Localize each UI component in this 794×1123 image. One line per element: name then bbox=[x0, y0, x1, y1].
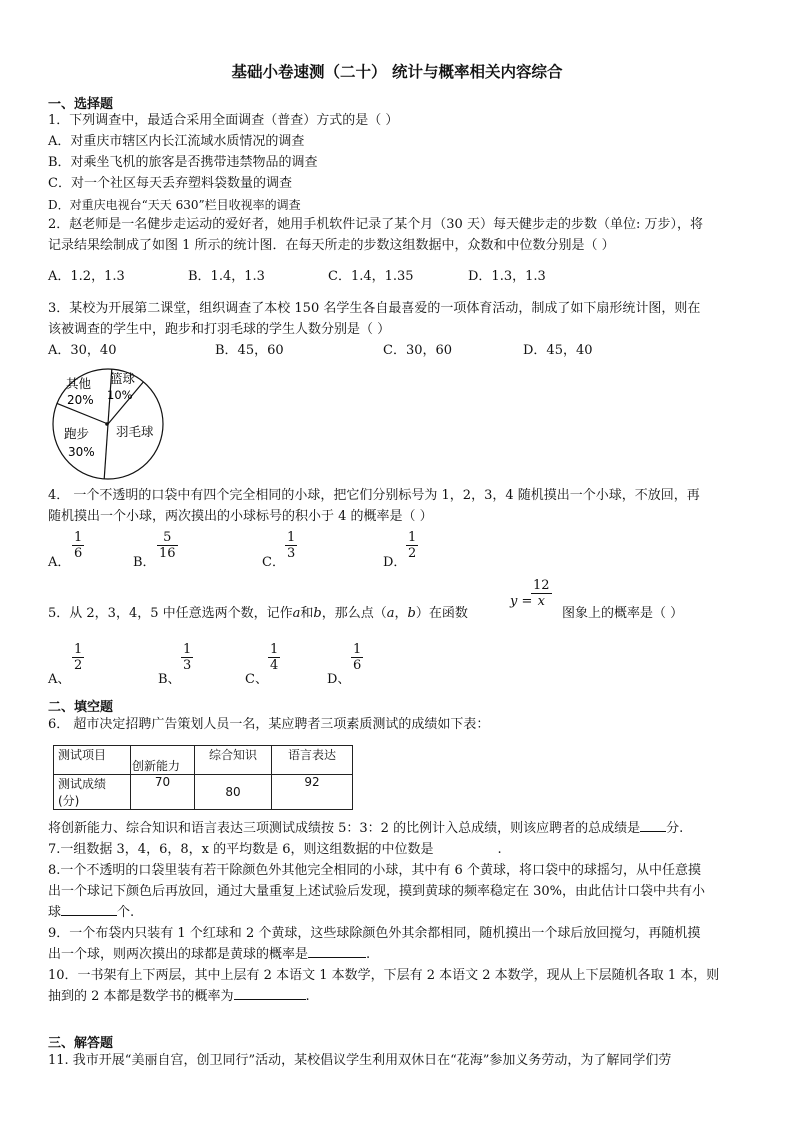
q8-line1: 8.一个不透明的口袋里装有若干除颜色外其他完全相同的小球，其中有 6 个黄球，将口袋中的球摇匀，从中任意摸 bbox=[48, 863, 701, 878]
q6-question bbox=[48, 820, 683, 838]
q5-option-a-letter: A、 bbox=[48, 672, 71, 687]
q2-option-b: B．1.4，1.3 bbox=[188, 269, 265, 284]
q3-line2: 该被调查的学生中，跑步和打羽毛球的学生人数分别是（ ） bbox=[48, 322, 391, 337]
denominator: 3 bbox=[183, 658, 192, 673]
q7-end: . bbox=[497, 842, 502, 857]
q3-line1: 3．某校为开展第二课堂，组织调查了本校 150 名学生各自最喜爱的一项体育活动，制成了如下扇形统计图，则在 bbox=[48, 301, 701, 316]
q5-stem bbox=[48, 605, 468, 623]
q1-option-b: B．对乘坐飞机的旅客是否携带违禁物品的调查 bbox=[48, 155, 318, 170]
q6-unit: 分. bbox=[666, 821, 684, 836]
q4-option-d-letter: D． bbox=[383, 555, 407, 570]
q5-option-b-fraction bbox=[181, 642, 193, 673]
denominator: 4 bbox=[270, 658, 279, 673]
q5-option-b-letter: B、 bbox=[158, 672, 181, 687]
pie-percent-basketball: 10% bbox=[107, 388, 133, 402]
q5-and: 和 bbox=[300, 606, 314, 621]
q5-part1: 5．从 2，3，4，5 中任意选两个数，记作 bbox=[48, 606, 293, 621]
pie-label-badminton: 羽毛球 bbox=[116, 424, 154, 439]
q4-option-a-letter: A． bbox=[48, 555, 71, 570]
q10-line2 bbox=[48, 988, 310, 1006]
q8-line3b: 个. bbox=[117, 905, 135, 920]
q3-option-b: B．45，60 bbox=[215, 343, 284, 358]
score-table bbox=[53, 745, 353, 810]
pie-chart bbox=[46, 366, 170, 482]
q5-option-d-fraction bbox=[351, 642, 363, 673]
answer-blank bbox=[640, 831, 666, 832]
table-cell: 92 bbox=[272, 775, 353, 810]
q4-option-b-fraction bbox=[157, 530, 178, 561]
q1-option-a: A．对重庆市辖区内长江流域水质情况的调查 bbox=[48, 134, 305, 149]
table-cell-label: 测试成绩(分) bbox=[54, 775, 131, 810]
numerator: 1 bbox=[183, 642, 192, 657]
q5-func-fraction bbox=[531, 578, 552, 609]
q3-option-c: C．30，60 bbox=[383, 343, 453, 358]
q1-option-c: C．对一个社区每天丢弃塑料袋数量的调查 bbox=[48, 176, 292, 191]
q9-line1: 9．一个布袋内只装有 1 个红球和 2 个黄球，这些球除颜色外其余都相同，随机摸出一个球后放回搅匀，再随机摸 bbox=[48, 926, 701, 941]
q5-part3: ）在函数 bbox=[415, 606, 468, 621]
section-heading-fill: 二、填空题 bbox=[48, 700, 114, 715]
q2-option-a: A．1.2，1.3 bbox=[48, 269, 125, 284]
table-header: 创新能力 bbox=[131, 746, 195, 775]
q4-option-d-fraction bbox=[406, 530, 418, 561]
q1-stem: 1．下列调查中，最适合采用全面调查（普查）方式的是（ ） bbox=[48, 113, 399, 128]
answer-blank bbox=[61, 915, 117, 916]
q6-after: 将创新能力、综合知识和语言表达三项测试成绩按 5：3：2 的比例计入总成绩，则该应聘者的总成绩是 bbox=[48, 821, 641, 836]
q5-option-c-fraction bbox=[268, 642, 280, 673]
point-b: b bbox=[407, 606, 416, 621]
pie-label-running: 跑步 bbox=[64, 426, 90, 441]
pie-percent-running: 30% bbox=[68, 445, 95, 459]
var-a: a bbox=[292, 606, 301, 621]
page-title: 基础小卷速测（二十） 统计与概率相关内容综合 bbox=[231, 63, 563, 81]
pie-boundary-running-other bbox=[104, 424, 108, 479]
q8-line3 bbox=[48, 904, 134, 922]
q4-option-c-letter: C． bbox=[262, 555, 285, 570]
pie-label-other: 其他 bbox=[66, 376, 92, 391]
q5-comma: ， bbox=[394, 606, 408, 621]
q8-line3a: 球 bbox=[48, 905, 62, 920]
q5-option-c-letter: C、 bbox=[245, 672, 268, 687]
numerator: 1 bbox=[74, 642, 83, 657]
q7-stem: 7.一组数据 3，4，6，8，x 的平均数是 6，则这组数据的中位数是 bbox=[48, 842, 434, 857]
q5-option-a-fraction bbox=[72, 642, 84, 673]
answer-blank bbox=[308, 957, 366, 958]
q2-option-c: C．1.4，1.35 bbox=[328, 269, 414, 284]
numerator: 1 bbox=[270, 642, 279, 657]
q8-line2: 出一个球记下颜色后再放回，通过大量重复上述试验后发现，摸到黄球的频率稳定在 30%，由此估计口袋中共有小 bbox=[48, 884, 706, 899]
q5-option-d-letter: D、 bbox=[327, 672, 351, 687]
q11-line1: 11. 我市开展“美丽自宫，创卫同行”活动，某校倡议学生利用双休日在“花海”参加义务劳动，为了解同学们劳 bbox=[48, 1053, 672, 1068]
section-heading-answer: 三、解答题 bbox=[48, 1036, 114, 1051]
table-cell: 70 bbox=[131, 775, 195, 810]
table-row bbox=[54, 775, 353, 810]
q7-text bbox=[48, 841, 502, 859]
table-header-row bbox=[54, 746, 353, 775]
q9-end: . bbox=[366, 947, 371, 962]
pie-percent-other: 20% bbox=[67, 393, 94, 407]
numerator: 12 bbox=[533, 578, 550, 593]
numerator: 1 bbox=[74, 530, 83, 545]
q4-line1: 4． 一个不透明的口袋中有四个完全相同的小球，把它们分别标号为 1，2，3，4 随机摸出一个小球，不放回，再 bbox=[48, 488, 700, 503]
q9-stem: 出一个球，则两次摸出的球都是黄球的概率是 bbox=[48, 947, 309, 962]
var-b: b bbox=[313, 606, 322, 621]
table-cell: 80 bbox=[195, 775, 272, 810]
q9-line2 bbox=[48, 946, 370, 964]
q10-stem: 抽到的 2 本都是数学书的概率为 bbox=[48, 989, 234, 1004]
q5-part2: ，那么点（ bbox=[321, 606, 387, 621]
numerator: 1 bbox=[287, 530, 296, 545]
q5-part4: 图象上的概率是（ ） bbox=[562, 606, 684, 621]
pie-label-basketball: 篮球 bbox=[110, 371, 136, 386]
table-header: 测试项目 bbox=[54, 746, 131, 775]
denominator: 3 bbox=[287, 546, 296, 561]
denominator: 6 bbox=[353, 658, 362, 673]
denominator: 2 bbox=[408, 546, 417, 561]
q6-stem: 6． 超市决定招聘广告策划人员一名，某应聘者三项素质测试的成绩如下表： bbox=[48, 717, 490, 732]
table-header: 综合知识 bbox=[195, 746, 272, 775]
denominator: 2 bbox=[74, 658, 83, 673]
q2-line2: 记录结果绘制成了如图 1 所示的统计图．在每天所走的步数这组数据中，众数和中位数分别是（ ） bbox=[48, 238, 615, 253]
q2-line1: 2．赵老师是一名健步走运动的爱好者，她用手机软件记录了某个月（30 天）每天健步走的步数（单位: 万步），将 bbox=[48, 217, 703, 232]
q4-line2: 随机摸出一个小球，两次摸出的小球标号的积小于 4 的概率是（ ） bbox=[48, 509, 433, 524]
q5-func-y: y = bbox=[510, 594, 533, 609]
q3-option-d: D．45，40 bbox=[523, 343, 593, 358]
q10-end: . bbox=[305, 989, 310, 1004]
point-a: a bbox=[386, 606, 395, 621]
denominator: 16 bbox=[159, 546, 176, 561]
q1-option-d: D．对重庆电视台“天天 630”栏目收视率的调查 bbox=[48, 198, 301, 212]
q4-option-c-fraction bbox=[285, 530, 297, 561]
q4-option-a-fraction bbox=[72, 530, 84, 561]
numerator: 1 bbox=[408, 530, 417, 545]
q4-option-b-letter: B． bbox=[133, 555, 156, 570]
denominator: 6 bbox=[74, 546, 83, 561]
q10-line1: 10．一书架有上下两层，其中上层有 2 本语文 1 本数学，下层有 2 本语文 2 本数学，现从上下层随机各取 1 本，则 bbox=[48, 968, 720, 983]
q3-option-a: A．30，40 bbox=[48, 343, 117, 358]
table-header: 语言表达 bbox=[272, 746, 353, 775]
q2-option-d: D．1.3，1.3 bbox=[468, 269, 546, 284]
section-heading-choice: 一、选择题 bbox=[48, 97, 114, 112]
numerator: 5 bbox=[163, 530, 172, 545]
answer-blank bbox=[234, 999, 306, 1000]
numerator: 1 bbox=[353, 642, 362, 657]
denominator: x bbox=[531, 593, 552, 609]
